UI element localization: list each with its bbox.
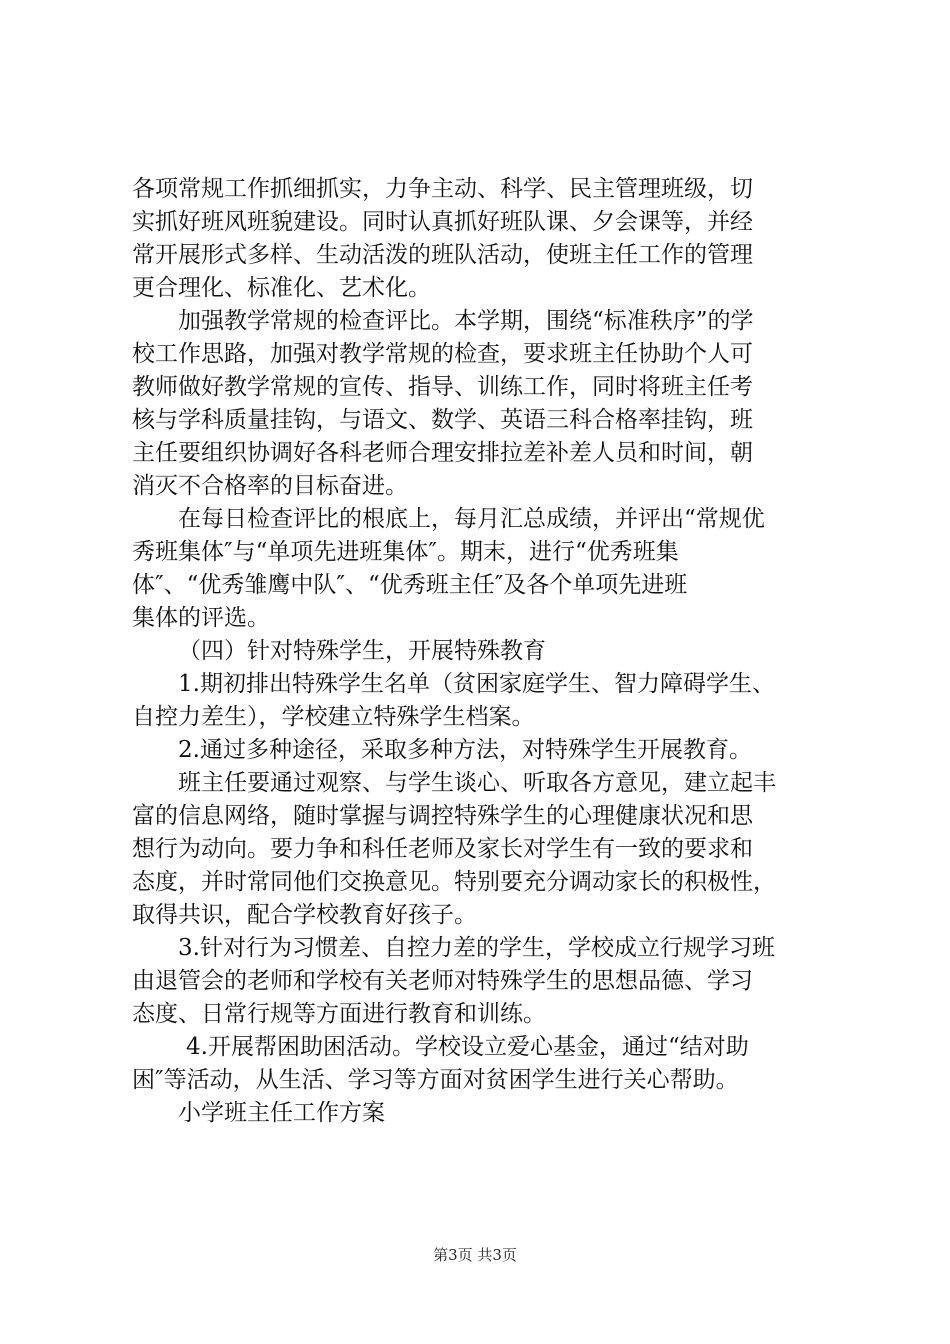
body-line: 困″等活动，从生活、学习等方面对贫困学生进行关心帮助。 <box>132 1067 739 1093</box>
body-line: 态度，并时常同他们交换意见。特别要充分调动家长的积极性， <box>132 869 776 895</box>
body-line: 核与学科质量挂钩，与语文、数学、英语三科合格率挂钩，班 <box>132 407 753 433</box>
section-heading: （四）针对特殊学生，开展特殊教育 <box>178 638 546 664</box>
list-item-first-line: 3.针对行为习惯差、自控力差的学生，学校成立行规学习班 <box>178 935 775 961</box>
body-line: 常开展形式多样、生动活泼的班队活动，使班主任工作的管理 <box>132 242 753 268</box>
body-line: 集体的评选。 <box>132 605 270 631</box>
body-line: 消灭不合格率的目标奋进。 <box>132 473 408 499</box>
body-line: 校工作思路，加强对教学常规的检查，要求班主任协助个人可 <box>132 341 753 367</box>
body-line: 自控力差生），学校建立特殊学生档案。 <box>132 704 535 730</box>
body-line: 主任要组织协调好各科老师合理安排拉差补差人员和时间，朝 <box>132 440 753 466</box>
list-item-first-line: 4.开展帮困助困活动。学校设立爱心基金，通过“结对助 <box>186 1034 749 1060</box>
paragraph-first-line: 班主任要通过观察、与学生谈心、听取各方意见，建立起丰 <box>178 770 776 796</box>
paragraph-first-line: 加强教学常规的检查评比。本学期，围绕“标准秩序”的学 <box>178 308 754 334</box>
body-line: 由退管会的老师和学校有关老师对特殊学生的思想品德、学习 <box>132 968 753 994</box>
body-line: 态度、日常行规等方面进行教育和训练。 <box>132 1001 546 1027</box>
page-footer: 第3页 共3页 <box>433 1246 517 1264</box>
list-item-first-line: 1.期初排出特殊学生名单（贫困家庭学生、智力障碍学生、 <box>178 671 775 697</box>
body-line: 想行为动向。要力争和科任老师及家长对学生有一致的要求和 <box>132 836 753 862</box>
body-line: 富的信息网络，随时掌握与调控特殊学生的心理健康状况和思 <box>132 803 753 829</box>
body-line: 实抓好班风班貌建设。同时认真抓好班队课、夕会课等，并经 <box>132 209 753 235</box>
body-line: 秀班集体″与“单项先进班集体″。期末，进行“优秀班集 <box>132 539 679 565</box>
body-line: 体″、“优秀雏鹰中队″、“优秀班主任″及各个单项先进班 <box>132 572 688 598</box>
body-line: 更合理化、标准化、艺术化。 <box>132 275 431 301</box>
paragraph-first-line: 在每日检查评比的根底上，每月汇总成绩，并评出“常规优 <box>178 506 765 532</box>
body-line: 取得共识，配合学校教育好孩子。 <box>132 902 477 928</box>
body-line: 各项常规工作抓细抓实，力争主动、科学、民主管理班级，切 <box>132 176 753 202</box>
list-item-first-line: 2.通过多种途径，采取多种方法，对特殊学生开展教育。 <box>178 737 752 763</box>
body-line: 教师做好教学常规的宣传、指导、训练工作，同时将班主任考 <box>132 374 753 400</box>
document-title-line: 小学班主任工作方案 <box>178 1100 385 1126</box>
